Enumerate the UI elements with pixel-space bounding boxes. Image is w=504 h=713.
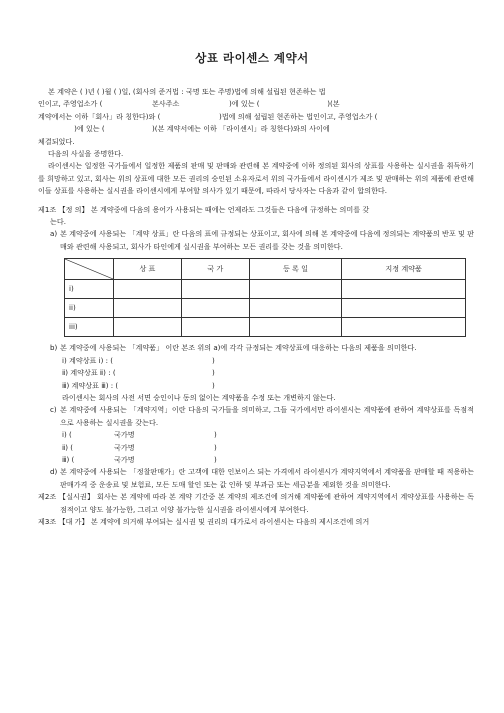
table-row <box>65 318 466 337</box>
table-header-country: 국 가 <box>181 259 249 280</box>
table-cell <box>249 280 342 299</box>
clause-label: b) <box>50 343 58 353</box>
item-end: ) <box>214 454 217 464</box>
item-label: ⅰ) 계약상표 ⅰ) : ( <box>62 355 114 365</box>
list-item <box>38 454 474 466</box>
article-2: 제2조 【실시권】 회사는 본 계약에 따라 본 계약 기간중 본 계약의 제조건에 의거해 계약품에 관하여 계약지역에서 계약상표를 사용하는 독점적이고 양도 불가능한, 그리고 이양 불가능한 실시권을 라이센시에게 부여한다. <box>38 492 474 514</box>
table-cell <box>342 318 466 337</box>
clause-label: c) <box>50 405 57 415</box>
document-title: 상표 라이센스 계약서 <box>195 51 309 65</box>
item-country: 국가명 <box>114 430 135 440</box>
table-diagonal-cell <box>65 259 114 280</box>
table-row-label: ii) <box>65 299 114 318</box>
preamble-line-1: 본 계약은 ( )년 ( )월 ( )일, (회사의 준거법 : 국명 또는 주명)법에 의해 설립된 현존하는 법 <box>48 87 326 96</box>
table-row-label: i) <box>65 280 114 299</box>
table-row-label: iii) <box>65 318 114 337</box>
item-label: ⅲ) ( <box>62 454 75 464</box>
clause-text: 본 계약중에 사용되는 「계약지역」이란 다음의 국가들을 의미하고, 그들 국가에서만 라이센시는 계약품에 관하여 계약상표를 독점적으로 사용하는 실시권을 갖는다. <box>60 405 474 427</box>
article-3: 제3조 【대 가】 본 계약에 의거해 부여되는 실시권 및 권리의 대가로서 라이센시는 다음의 제시조건에 의거 <box>38 516 370 526</box>
item-label: ⅰ) ( <box>62 430 72 440</box>
clause-label: a) <box>50 229 58 239</box>
table-cell <box>342 299 466 318</box>
article-1-clause-b <box>38 342 474 354</box>
table-row <box>65 299 466 318</box>
article-1-clause-c <box>38 404 474 429</box>
item-country: 국가명 <box>114 454 135 464</box>
item-end: ) <box>214 442 217 452</box>
table-cell <box>114 318 182 337</box>
article-1-heading-cont: 는다. <box>50 217 66 227</box>
clause-text: 본 계약중에 사용되는 「계약 상표」란 다음의 표에 규정되는 상표이고, 회사에 의해 본 계약중에 다음에 정의되는 계약품의 반포 및 판매와 관련해 사용되고, 회사가 타인에게 실시권을 부여하는 모든 권리를 갖는 것을 의미한다. <box>60 229 474 251</box>
preamble-line-4: )에 있는 ( )(본 계약서에는 이하 「라이센시」라 칭한다)와의 사이에 <box>38 124 330 134</box>
table-cell <box>249 318 342 337</box>
list-item <box>38 367 474 379</box>
item-end: ) <box>212 355 215 365</box>
table-cell <box>249 299 342 318</box>
article-1-clause-d <box>38 466 474 491</box>
article-1-clause-a <box>38 228 474 253</box>
table-header-products: 지정 계약품 <box>342 259 466 280</box>
item-end: ) <box>214 430 217 440</box>
clause-label: d) <box>50 467 58 477</box>
preamble-line-2: 인이고, 주영업소가 ( 본사주소 )에 있는 ( )(본 <box>38 99 340 109</box>
item-country: 국가명 <box>114 442 135 452</box>
contract-body <box>38 86 474 528</box>
table-header-row <box>65 259 466 280</box>
item-end: ) <box>212 380 215 390</box>
item-label: ⅱ) 계약상표 ⅱ) : ( <box>62 368 116 378</box>
table-header-reg-date: 등 록 일 <box>249 259 342 280</box>
table-cell <box>181 318 249 337</box>
recital-paragraph: 라이센시는 일정한 국가들에서 일정한 제품의 판매 및 판매와 관련해 본 계약중에 이하 정의된 회사의 상표를 사용하는 실시권을 취득하기를 희망하고 있고, 회사는 위의 상표에 대한 모든 권리의 승인된 소유자로서 위의 국가들에서 라이센시가 제조 및 판매하는 위의 제품에 관련해 이들 상표를 사용하는 실시권을 라이센시에게 부여할 의사가 있기 때문에, 따라서 당사자는 다음과 같이 합의한다. <box>38 161 474 196</box>
table-header-trademark: 상 표 <box>114 259 182 280</box>
list-item <box>38 355 474 367</box>
item-label: ⅱ) ( <box>62 442 74 452</box>
list-item <box>38 429 474 441</box>
item-end: ) <box>212 368 215 378</box>
table-cell <box>181 280 249 299</box>
table-cell <box>181 299 249 318</box>
table-cell <box>114 280 182 299</box>
table-cell <box>114 299 182 318</box>
trademark-table <box>64 258 466 337</box>
item-label: ⅲ) 계약상표 ⅲ) : ( <box>62 380 119 390</box>
article-1-heading: 제1조 【정 의】 본 계약중에 다음의 용어가 사용되는 때에는 언제라도 그것들은 다음에 규정하는 의미를 갖 <box>38 204 370 214</box>
clause-b-note: 라이센시는 회사의 사전 서면 승인이나 동의 없이는 계약품을 수정 또는 개변하지 않는다. <box>62 392 336 402</box>
table-cell <box>342 280 466 299</box>
list-item <box>38 442 474 454</box>
clause-text: 본 계약중에 사용되는 「정찰판매가」란 고객에 대한 인보이스 되는 가격에서 라이센시가 계약지역에서 계약품을 판매할 때 적용하는 판매가격 중 운송료 및 보험료, 모든 도매 할인 또는 값 인하 및 부과금 또는 세금분을 제외한 것을 의미한다. <box>60 467 474 489</box>
list-item <box>38 380 474 392</box>
clause-text: 본 계약중에 사용되는 「계약품」 이란 본조 위의 a)에 각각 규정되는 계약상표에 대응하는 다음의 제품을 의미한다. <box>60 343 417 353</box>
table-row <box>65 280 466 299</box>
attest-line: 다음의 사실을 증명한다. <box>48 149 124 159</box>
preamble-line-3: 계약에서는 이하「회사」라 칭한다)와 ( )법에 의해 설립된 현존하는 법인이고, 주영업소가 ( <box>38 111 378 121</box>
preamble-line-5: 체결되었다. <box>38 136 75 146</box>
